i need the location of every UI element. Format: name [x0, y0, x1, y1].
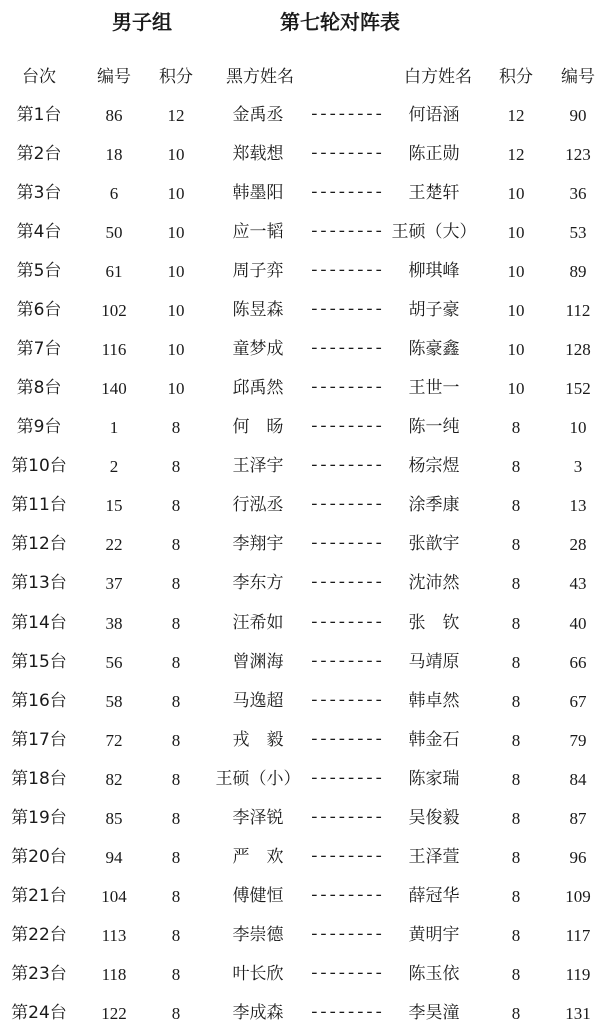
white-name-cell: 薛冠华 — [408, 885, 460, 906]
black-score-cell: 8 — [171, 964, 181, 984]
black-score-cell: 8 — [171, 769, 181, 789]
white-name-cell: 柳琪峰 — [408, 261, 460, 282]
white-score-cell: 10 — [507, 223, 525, 243]
board-cell: 第2台 — [16, 144, 62, 165]
separator-dashes: -------- — [309, 613, 383, 633]
white-number-cell: 128 — [565, 340, 591, 360]
table-row — [0, 174, 607, 213]
white-name-cell: 张歆宇 — [408, 534, 460, 555]
black-number-cell: 6 — [109, 184, 119, 204]
white-number-cell: 89 — [569, 262, 587, 282]
white-name-cell: 李昊潼 — [408, 1002, 460, 1023]
black-score-cell: 10 — [167, 145, 185, 165]
board-cell: 第20台 — [11, 846, 67, 867]
header-black-number: 编号 — [97, 67, 131, 87]
board-cell: 第18台 — [11, 768, 67, 789]
black-number-cell: 72 — [105, 730, 123, 750]
separator-dashes: -------- — [309, 769, 383, 789]
board-cell: 第8台 — [16, 378, 62, 399]
black-score-cell: 10 — [167, 340, 185, 360]
board-cell: 第24台 — [11, 1002, 67, 1023]
board-cell: 第22台 — [11, 924, 67, 945]
white-score-cell: 8 — [511, 808, 521, 828]
white-name-cell: 张 钦 — [408, 612, 460, 633]
board-cell: 第10台 — [11, 456, 67, 477]
board-cell: 第3台 — [16, 183, 62, 204]
white-number-cell: 3 — [573, 457, 583, 477]
black-number-cell: 116 — [101, 340, 127, 360]
white-number-cell: 67 — [569, 691, 587, 711]
black-name-cell: 李东方 — [232, 573, 284, 594]
white-name-cell: 黄明宇 — [408, 924, 460, 945]
black-number-cell: 2 — [109, 457, 119, 477]
white-score-cell: 8 — [511, 730, 521, 750]
black-name-cell: 童梦成 — [232, 339, 284, 360]
black-number-cell: 1 — [109, 418, 119, 438]
black-number-cell: 37 — [105, 574, 123, 594]
white-score-cell: 8 — [511, 613, 521, 633]
white-name-cell: 韩卓然 — [408, 690, 460, 711]
black-name-cell: 傅健恒 — [232, 885, 284, 906]
table-row — [0, 291, 607, 330]
separator-dashes: -------- — [309, 808, 383, 828]
black-number-cell: 38 — [105, 613, 123, 633]
black-score-cell: 8 — [171, 847, 181, 867]
white-name-cell: 马靖原 — [408, 651, 460, 672]
white-score-cell: 8 — [511, 574, 521, 594]
table-header — [0, 58, 607, 97]
table-row — [0, 330, 607, 369]
table-row — [0, 447, 607, 486]
black-name-cell: 曾渊海 — [232, 651, 284, 672]
separator-dashes: -------- — [309, 691, 383, 711]
white-score-cell: 12 — [507, 145, 525, 165]
table-row — [0, 799, 607, 838]
black-name-cell: 郑载想 — [232, 144, 284, 165]
separator-dashes: -------- — [309, 145, 383, 165]
separator-dashes: -------- — [309, 262, 383, 282]
table-row — [0, 838, 607, 877]
separator-dashes: -------- — [309, 496, 383, 516]
board-cell: 第12台 — [11, 534, 67, 555]
separator-dashes: -------- — [309, 730, 383, 750]
board-cell: 第7台 — [16, 339, 62, 360]
white-name-cell: 陈正勋 — [408, 144, 460, 165]
black-name-cell: 行泓丞 — [232, 495, 284, 516]
black-score-cell: 10 — [167, 223, 185, 243]
black-number-cell: 94 — [105, 847, 123, 867]
black-score-cell: 8 — [171, 457, 181, 477]
separator-dashes: -------- — [309, 535, 383, 555]
white-name-cell: 王楚轩 — [408, 183, 460, 204]
board-cell: 第13台 — [11, 573, 67, 594]
white-name-cell: 杨宗煜 — [408, 456, 460, 477]
white-number-cell: 43 — [569, 574, 587, 594]
table-row — [0, 408, 607, 447]
white-score-cell: 10 — [507, 301, 525, 321]
separator-dashes: -------- — [309, 652, 383, 672]
board-cell: 第21台 — [11, 885, 67, 906]
board-cell: 第17台 — [11, 729, 67, 750]
black-score-cell: 8 — [171, 574, 181, 594]
board-cell: 第5台 — [16, 261, 62, 282]
table-row — [0, 564, 607, 603]
white-name-cell: 陈一纯 — [408, 417, 460, 438]
separator-dashes: -------- — [309, 574, 383, 594]
black-name-cell: 马逸超 — [232, 690, 284, 711]
board-cell: 第6台 — [16, 300, 62, 321]
white-score-cell: 8 — [511, 535, 521, 555]
black-number-cell: 82 — [105, 769, 123, 789]
black-name-cell: 王硕（小） — [215, 768, 301, 789]
black-name-cell: 叶长欣 — [232, 963, 284, 984]
white-name-cell: 陈豪鑫 — [408, 339, 460, 360]
board-cell: 第4台 — [16, 222, 62, 243]
white-number-cell: 109 — [565, 886, 591, 906]
header-white-number: 编号 — [561, 67, 595, 87]
black-name-cell: 李崇德 — [232, 924, 284, 945]
white-number-cell: 10 — [569, 418, 587, 438]
round-title: 第七轮对阵表 — [280, 10, 400, 34]
white-number-cell: 131 — [565, 1003, 591, 1023]
white-number-cell: 36 — [569, 184, 587, 204]
separator-dashes: -------- — [309, 1003, 383, 1023]
table-row — [0, 369, 607, 408]
separator-dashes: -------- — [309, 964, 383, 984]
black-number-cell: 18 — [105, 145, 123, 165]
board-cell: 第1台 — [16, 105, 62, 125]
separator-dashes: -------- — [309, 340, 383, 360]
black-name-cell: 戎 毅 — [232, 729, 284, 750]
white-score-cell: 10 — [507, 262, 525, 282]
white-name-cell: 陈家瑞 — [408, 768, 460, 789]
table-row — [0, 525, 607, 564]
black-number-cell: 118 — [101, 964, 127, 984]
white-number-cell: 117 — [565, 925, 591, 945]
black-name-cell: 周子弈 — [232, 261, 284, 282]
white-number-cell: 90 — [569, 106, 587, 125]
white-name-cell: 王硕（大） — [391, 222, 477, 243]
black-name-cell: 汪希如 — [232, 612, 284, 633]
header-board: 台次 — [22, 67, 56, 87]
black-number-cell: 102 — [101, 301, 127, 321]
separator-dashes: -------- — [309, 925, 383, 945]
table-row — [0, 721, 607, 760]
separator-dashes: -------- — [309, 379, 383, 399]
black-score-cell: 10 — [167, 379, 185, 399]
white-name-cell: 王世一 — [408, 378, 460, 399]
white-score-cell: 8 — [511, 496, 521, 516]
black-number-cell: 15 — [105, 496, 123, 516]
white-number-cell: 79 — [569, 730, 587, 750]
separator-dashes: -------- — [309, 418, 383, 438]
white-name-cell: 涂季康 — [408, 495, 460, 516]
black-number-cell: 22 — [105, 535, 123, 555]
black-number-cell: 113 — [101, 925, 127, 945]
white-score-cell: 8 — [511, 1003, 521, 1023]
white-name-cell: 吴俊毅 — [408, 807, 460, 828]
black-score-cell: 8 — [171, 808, 181, 828]
black-number-cell: 56 — [105, 652, 123, 672]
white-score-cell: 12 — [507, 106, 525, 125]
white-number-cell: 123 — [565, 145, 591, 165]
black-number-cell: 85 — [105, 808, 123, 828]
table-row — [0, 486, 607, 525]
white-name-cell: 胡子豪 — [408, 300, 460, 321]
white-number-cell: 28 — [569, 535, 587, 555]
white-score-cell: 8 — [511, 847, 521, 867]
black-number-cell: 50 — [105, 223, 123, 243]
board-cell: 第14台 — [11, 612, 67, 633]
black-score-cell: 10 — [167, 301, 185, 321]
table-row — [0, 994, 607, 1033]
white-number-cell: 112 — [565, 301, 591, 321]
white-score-cell: 8 — [511, 964, 521, 984]
separator-dashes: -------- — [309, 301, 383, 321]
white-score-cell: 8 — [511, 769, 521, 789]
black-name-cell: 王泽宇 — [232, 456, 284, 477]
black-number-cell: 122 — [101, 1003, 127, 1023]
white-number-cell: 40 — [569, 613, 587, 633]
black-score-cell: 10 — [167, 262, 185, 282]
table-row — [0, 682, 607, 721]
black-score-cell: 8 — [171, 1003, 181, 1023]
separator-dashes: -------- — [309, 184, 383, 204]
header-white-name: 白方姓名 — [404, 67, 472, 87]
black-score-cell: 8 — [171, 496, 181, 516]
board-cell: 第19台 — [11, 807, 67, 828]
black-number-cell: 86 — [105, 106, 123, 125]
table-row — [0, 955, 607, 994]
white-number-cell: 53 — [569, 223, 587, 243]
separator-dashes: -------- — [309, 106, 383, 125]
black-score-cell: 10 — [167, 184, 185, 204]
black-score-cell: 8 — [171, 691, 181, 711]
black-number-cell: 140 — [101, 379, 127, 399]
black-name-cell: 李泽锐 — [232, 807, 284, 828]
black-name-cell: 陈昱森 — [232, 300, 284, 321]
black-number-cell: 58 — [105, 691, 123, 711]
black-score-cell: 8 — [171, 886, 181, 906]
group-title: 男子组 — [112, 10, 172, 34]
black-score-cell: 8 — [171, 925, 181, 945]
table-row — [0, 916, 607, 955]
white-score-cell: 8 — [511, 925, 521, 945]
header-black-score: 积分 — [159, 67, 193, 87]
black-number-cell: 104 — [101, 886, 127, 906]
black-name-cell: 李翔宇 — [232, 534, 284, 555]
white-name-cell: 陈玉依 — [408, 963, 460, 984]
board-cell: 第15台 — [11, 651, 67, 672]
white-score-cell: 8 — [511, 418, 521, 438]
white-score-cell: 10 — [507, 184, 525, 204]
black-name-cell: 韩墨阳 — [232, 183, 284, 204]
board-cell: 第11台 — [11, 495, 67, 516]
black-name-cell: 何 旸 — [232, 417, 284, 438]
separator-dashes: -------- — [309, 886, 383, 906]
black-name-cell: 李成森 — [232, 1002, 284, 1023]
white-number-cell: 152 — [565, 379, 591, 399]
black-number-cell: 61 — [105, 262, 123, 282]
black-name-cell: 金禹丞 — [232, 105, 284, 125]
black-score-cell: 8 — [171, 535, 181, 555]
table-row — [0, 96, 607, 135]
white-score-cell: 8 — [511, 652, 521, 672]
white-name-cell: 王泽萱 — [408, 846, 460, 867]
header-black-name: 黑方姓名 — [226, 67, 294, 87]
black-score-cell: 8 — [171, 418, 181, 438]
white-name-cell: 沈沛然 — [408, 573, 460, 594]
table-row — [0, 252, 607, 291]
white-number-cell: 84 — [569, 769, 587, 789]
table-row — [0, 213, 607, 252]
white-number-cell: 13 — [569, 496, 587, 516]
white-score-cell: 8 — [511, 691, 521, 711]
table-row — [0, 877, 607, 916]
table-row — [0, 135, 607, 174]
black-score-cell: 12 — [167, 106, 185, 125]
separator-dashes: -------- — [309, 847, 383, 867]
white-number-cell: 66 — [569, 652, 587, 672]
table-row — [0, 643, 607, 682]
white-name-cell: 韩金石 — [408, 729, 460, 750]
white-number-cell: 96 — [569, 847, 587, 867]
white-name-cell: 何语涵 — [408, 105, 460, 125]
black-name-cell: 应一韬 — [232, 222, 284, 243]
table-row — [0, 604, 607, 643]
white-number-cell: 87 — [569, 808, 587, 828]
header-white-score: 积分 — [499, 67, 533, 87]
white-score-cell: 8 — [511, 457, 521, 477]
board-cell: 第16台 — [11, 690, 67, 711]
black-name-cell: 严 欢 — [232, 846, 284, 867]
separator-dashes: -------- — [309, 223, 383, 243]
white-number-cell: 119 — [565, 964, 591, 984]
white-score-cell: 8 — [511, 886, 521, 906]
black-name-cell: 邱禹然 — [232, 378, 284, 399]
separator-dashes: -------- — [309, 457, 383, 477]
black-score-cell: 8 — [171, 730, 181, 750]
table-row — [0, 760, 607, 799]
white-score-cell: 10 — [507, 340, 525, 360]
black-score-cell: 8 — [171, 613, 181, 633]
white-score-cell: 10 — [507, 379, 525, 399]
board-cell: 第23台 — [11, 963, 67, 984]
board-cell: 第9台 — [16, 417, 62, 438]
black-score-cell: 8 — [171, 652, 181, 672]
